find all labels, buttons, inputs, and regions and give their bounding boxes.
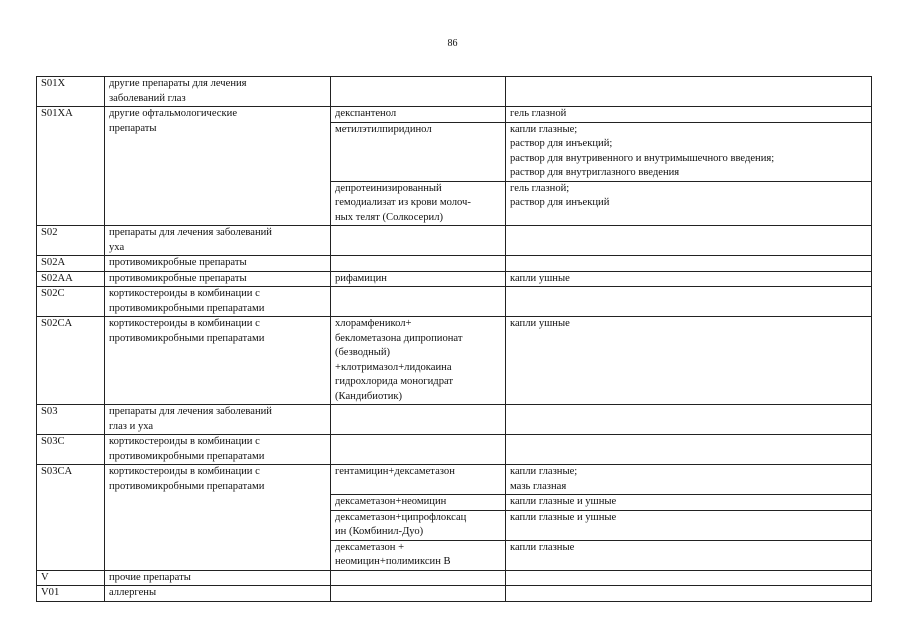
group-name: другие препараты для лечения заболеваний глаз (105, 77, 331, 107)
dosage-form: капли ушные (506, 317, 872, 405)
table-row (37, 586, 872, 602)
dosage-form: гель глазной (506, 107, 872, 123)
atc-code: S02CA (37, 317, 105, 405)
dosage-form: капли ушные (506, 271, 872, 287)
dosage-form: капли глазные и ушные (506, 510, 872, 540)
table-row (37, 226, 872, 256)
group-name: кортикостероиды в комбинации с противомикробными препаратами (105, 435, 331, 465)
atc-code: S02A (37, 256, 105, 272)
drug-name (331, 77, 506, 107)
group-name: препараты для лечения заболеваний уха (105, 226, 331, 256)
drug-classification-table (36, 76, 872, 602)
dosage-form: капли глазные; раствор для инъекций; раствор для внутривенного и внутримышечного введения; раствор для внутриглазного введения (506, 122, 872, 181)
drug-name: метилэтилпиридинол (331, 122, 506, 181)
table-row (37, 287, 872, 317)
table-row (37, 107, 872, 123)
atc-code: S02 (37, 226, 105, 256)
drug-name (331, 435, 506, 465)
table-row (37, 405, 872, 435)
atc-code: S01X (37, 77, 105, 107)
table-row (37, 465, 872, 495)
dosage-form: капли глазные; мазь глазная (506, 465, 872, 495)
atc-code: V (37, 570, 105, 586)
dosage-form (506, 226, 872, 256)
group-name: противомикробные препараты (105, 271, 331, 287)
table-row (37, 435, 872, 465)
drug-name: дексаметазон+ципрофлоксац ин (Комбинил-Дуо) (331, 510, 506, 540)
drug-name: гентамицин+дексаметазон (331, 465, 506, 495)
drug-name (331, 570, 506, 586)
drug-name (331, 287, 506, 317)
group-name: прочие препараты (105, 570, 331, 586)
group-name: противомикробные препараты (105, 256, 331, 272)
drug-name: дексаметазон + неомицин+полимиксин В (331, 540, 506, 570)
dosage-form: капли глазные и ушные (506, 495, 872, 511)
group-name: кортикостероиды в комбинации с противомикробными препаратами (105, 465, 331, 571)
group-name: другие офтальмологические препараты (105, 107, 331, 226)
group-name: кортикостероиды в комбинации с противомикробными препаратами (105, 287, 331, 317)
dosage-form (506, 405, 872, 435)
dosage-form (506, 77, 872, 107)
drug-name: хлорамфеникол+ беклометазона дипропионат (безводный) +клотримазол+лидокаина гидрохлорида моногидрат (Кандибиотик) (331, 317, 506, 405)
atc-code: S03 (37, 405, 105, 435)
drug-name: декспантенол (331, 107, 506, 123)
drug-name (331, 405, 506, 435)
dosage-form (506, 256, 872, 272)
table-row (37, 570, 872, 586)
page-number: 86 (447, 38, 458, 49)
table-row (37, 271, 872, 287)
drug-name: рифамицин (331, 271, 506, 287)
atc-code: S02AA (37, 271, 105, 287)
group-name: препараты для лечения заболеваний глаз и уха (105, 405, 331, 435)
atc-code: S01XA (37, 107, 105, 226)
drug-name: дексаметазон+неомицин (331, 495, 506, 511)
drug-name (331, 256, 506, 272)
table-row (37, 317, 872, 405)
group-name: аллергены (105, 586, 331, 602)
dosage-form (506, 570, 872, 586)
dosage-form: гель глазной; раствор для инъекций (506, 181, 872, 226)
dosage-form: капли глазные (506, 540, 872, 570)
atc-code: S03CA (37, 465, 105, 571)
atc-code: V01 (37, 586, 105, 602)
drug-name (331, 226, 506, 256)
table-row (37, 256, 872, 272)
drug-name (331, 586, 506, 602)
atc-code: S02C (37, 287, 105, 317)
drug-name: депротеинизированный гемодиализат из крови молоч- ных телят (Солкосерил) (331, 181, 506, 226)
table-row (37, 77, 872, 107)
group-name: кортикостероиды в комбинации с противомикробными препаратами (105, 317, 331, 405)
dosage-form (506, 287, 872, 317)
dosage-form (506, 435, 872, 465)
atc-code: S03C (37, 435, 105, 465)
dosage-form (506, 586, 872, 602)
